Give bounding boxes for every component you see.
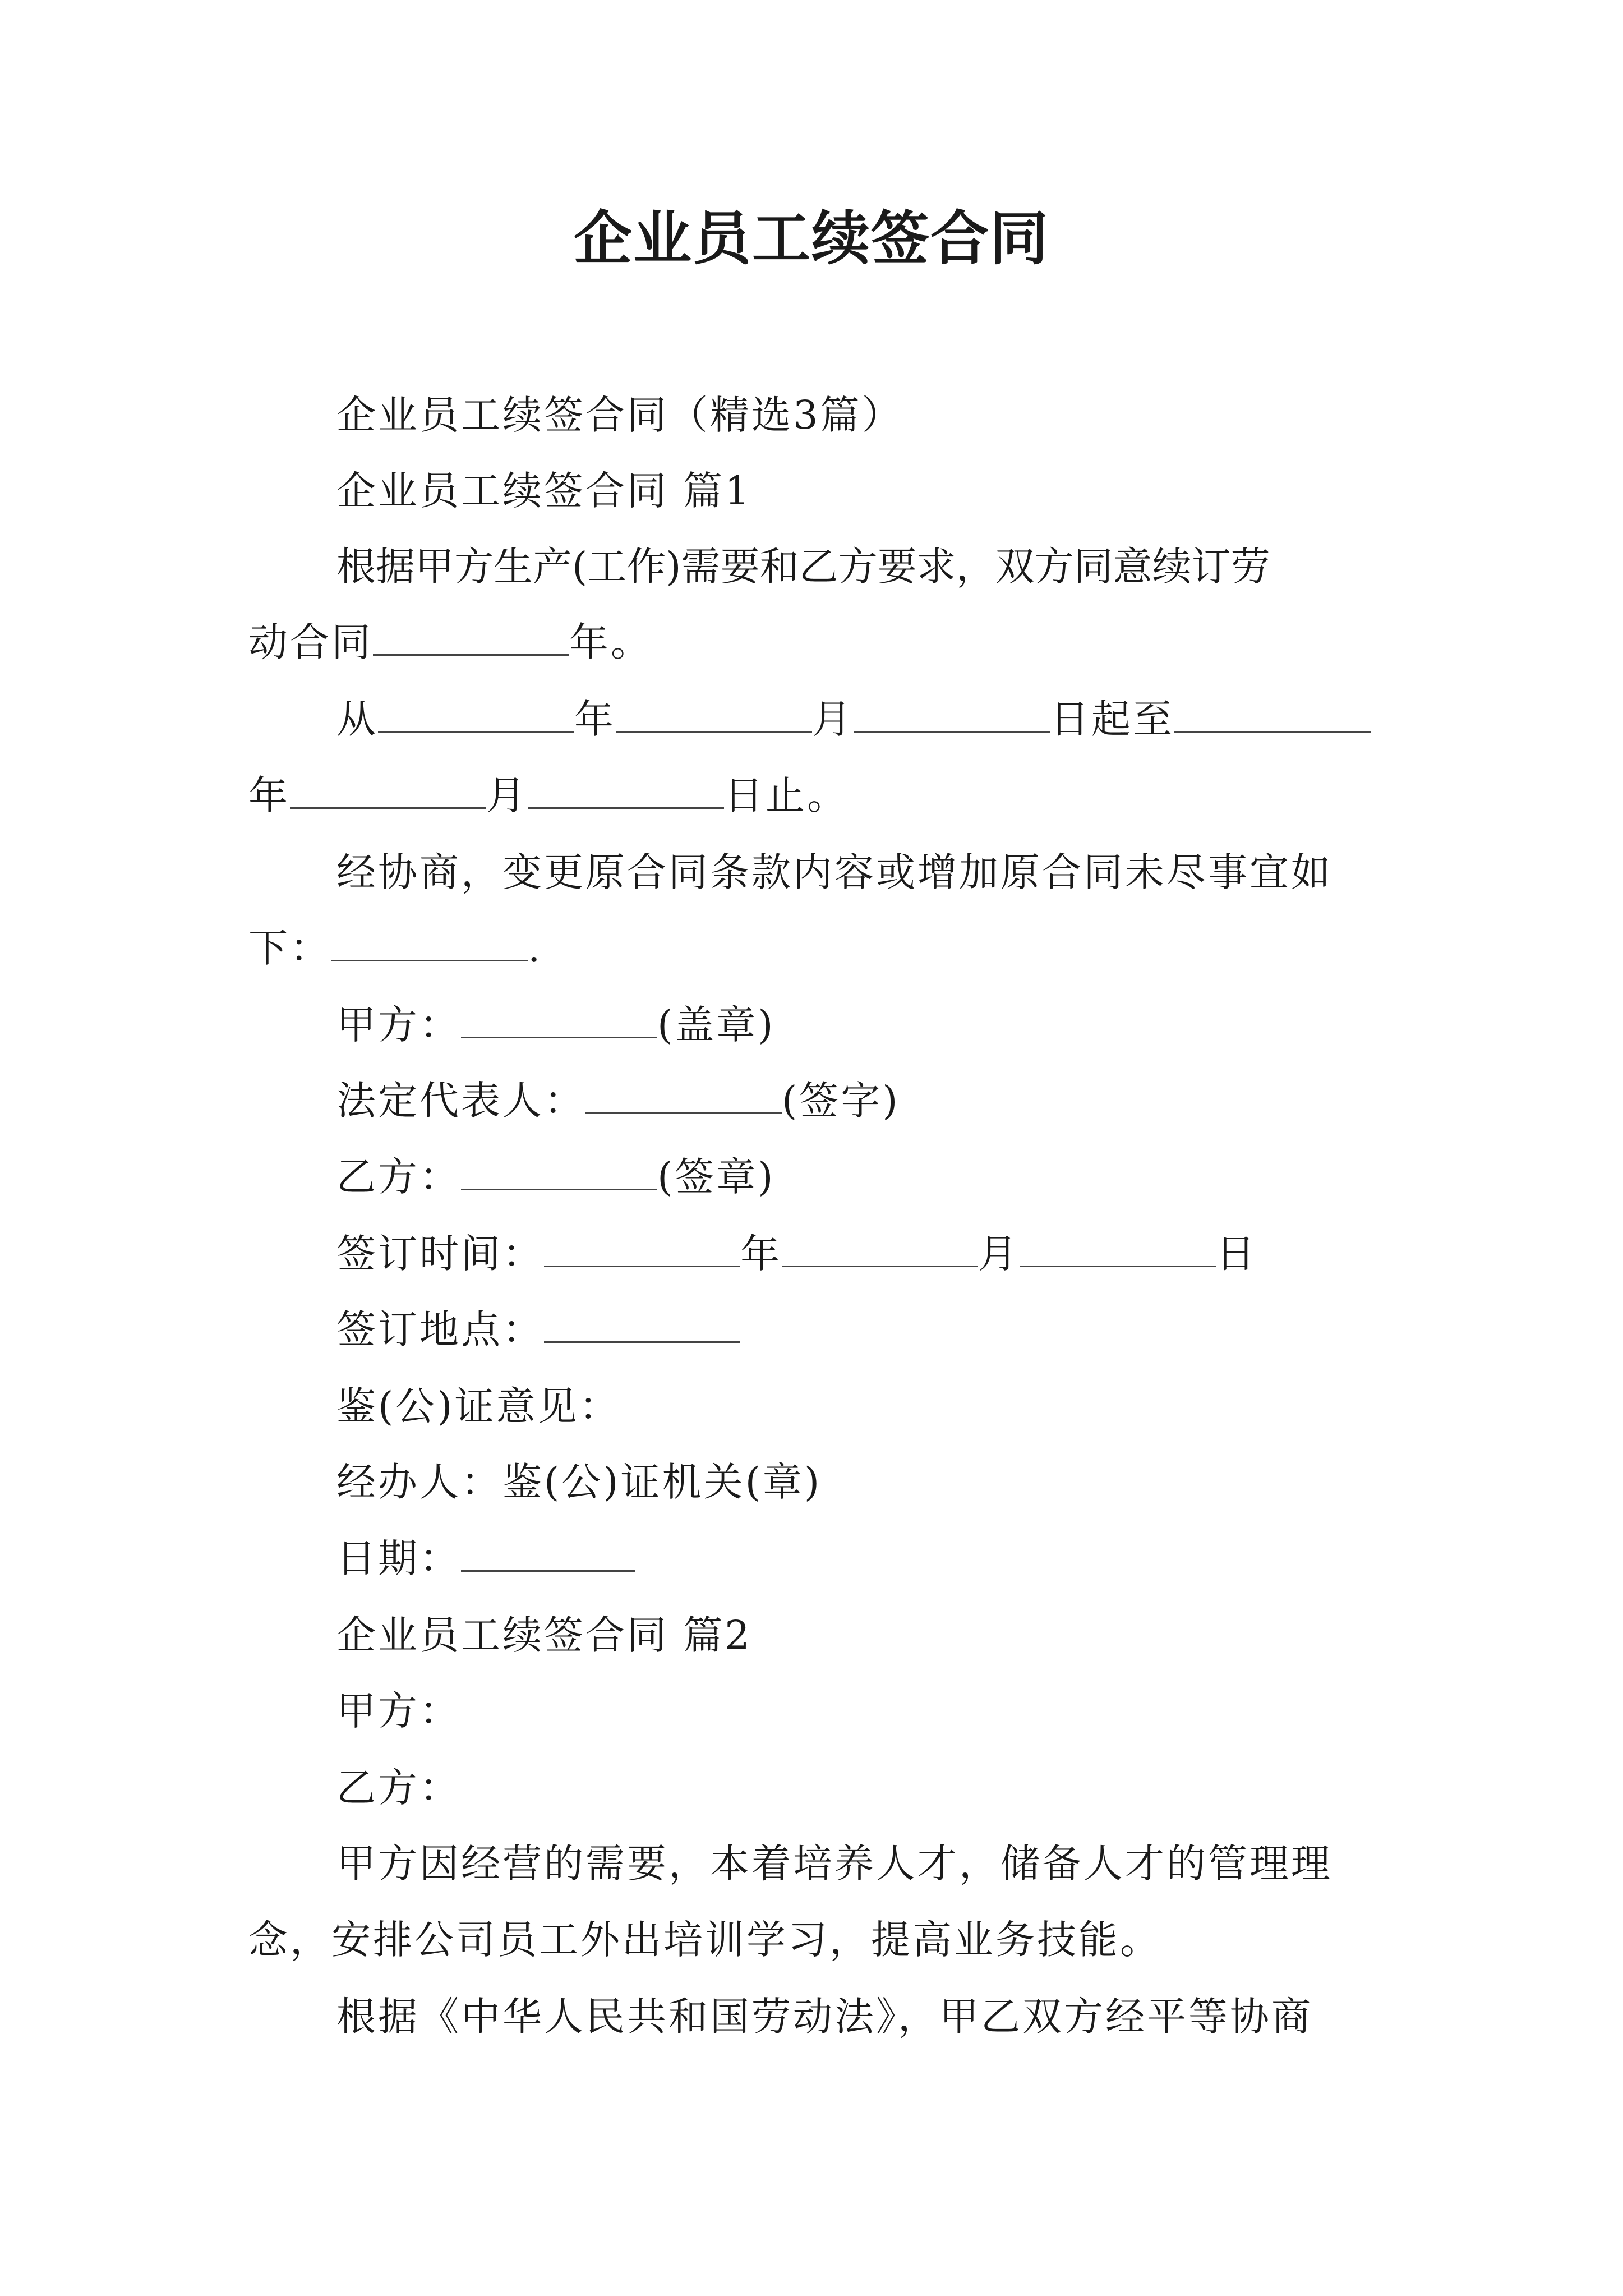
- term-years-blank: [373, 619, 569, 656]
- sign-place-blank: [544, 1306, 740, 1343]
- part1-paragraph1-line2: 动合同 年。: [248, 619, 652, 665]
- part1-paragraph1-line1: [336, 539, 1374, 595]
- part2-heading: 企业员工续签合同 篇2: [336, 1612, 752, 1658]
- legal-rep-blank: [585, 1078, 782, 1114]
- start-day-blank: [854, 696, 1050, 733]
- part2-paragraph1-line1: 甲方因经营的需要，本着培养人才，储备人才的管理理: [336, 1841, 1332, 1887]
- party-b-line: 乙方： (签章): [336, 1154, 776, 1200]
- end-month-blank: [290, 772, 486, 809]
- part1-paragraph2-line2: 年 月 日止。: [248, 772, 849, 818]
- part1-heading: 企业员工续签合同 篇1: [336, 468, 752, 514]
- end-year-blank: [1174, 696, 1371, 733]
- part2-paragraph2-line1: 根据《中华人民共和国劳动法》，甲乙双方经平等协商: [336, 1994, 1313, 2040]
- selection-heading: 企业员工续签合同（精选3篇）: [336, 392, 903, 438]
- document-title: 企业员工续签合同: [573, 204, 1049, 273]
- sign-time-line: 签订时间： 年 月 日: [336, 1231, 1257, 1277]
- sign-day-blank: [1020, 1231, 1216, 1267]
- date-line: 日期：: [336, 1530, 635, 1586]
- handler-line: 经办人：鉴(公)证机关(章): [336, 1459, 822, 1505]
- sign-place-line: 签订地点：: [336, 1301, 740, 1358]
- part2-paragraph1-line2: 念，安排公司员工外出培训学习，提高业务技能。: [248, 1917, 1161, 1963]
- party-b-blank: [461, 1154, 657, 1190]
- start-month-blank: [616, 696, 812, 733]
- part1-paragraph2-line1: 从 年 月 日起至: [336, 691, 1371, 747]
- changes-blank: [331, 925, 528, 961]
- part2-party-a: 甲方：: [336, 1688, 461, 1734]
- notary-opinion: 鉴(公)证意见：: [336, 1383, 621, 1429]
- end-day-blank: [528, 772, 724, 809]
- date-blank: [461, 1535, 635, 1572]
- legal-rep-line: 法定代表人： (签字): [336, 1078, 900, 1124]
- part1-p1-text: 根据甲方生产(工作)需要和乙方要求，双方同意续订劳: [336, 544, 1270, 590]
- part2-party-b: 乙方：: [336, 1765, 461, 1811]
- sign-month-blank: [782, 1231, 978, 1267]
- start-year-blank: [378, 696, 574, 733]
- sign-year-blank: [544, 1231, 740, 1267]
- party-a-blank: [461, 1002, 657, 1038]
- part1-paragraph3-line2: 下： .: [248, 925, 543, 971]
- part1-paragraph3-line1: 经协商，变更原合同条款内容或增加原合同未尽事宜如: [336, 849, 1332, 895]
- party-a-line: 甲方： (盖章): [336, 1002, 776, 1048]
